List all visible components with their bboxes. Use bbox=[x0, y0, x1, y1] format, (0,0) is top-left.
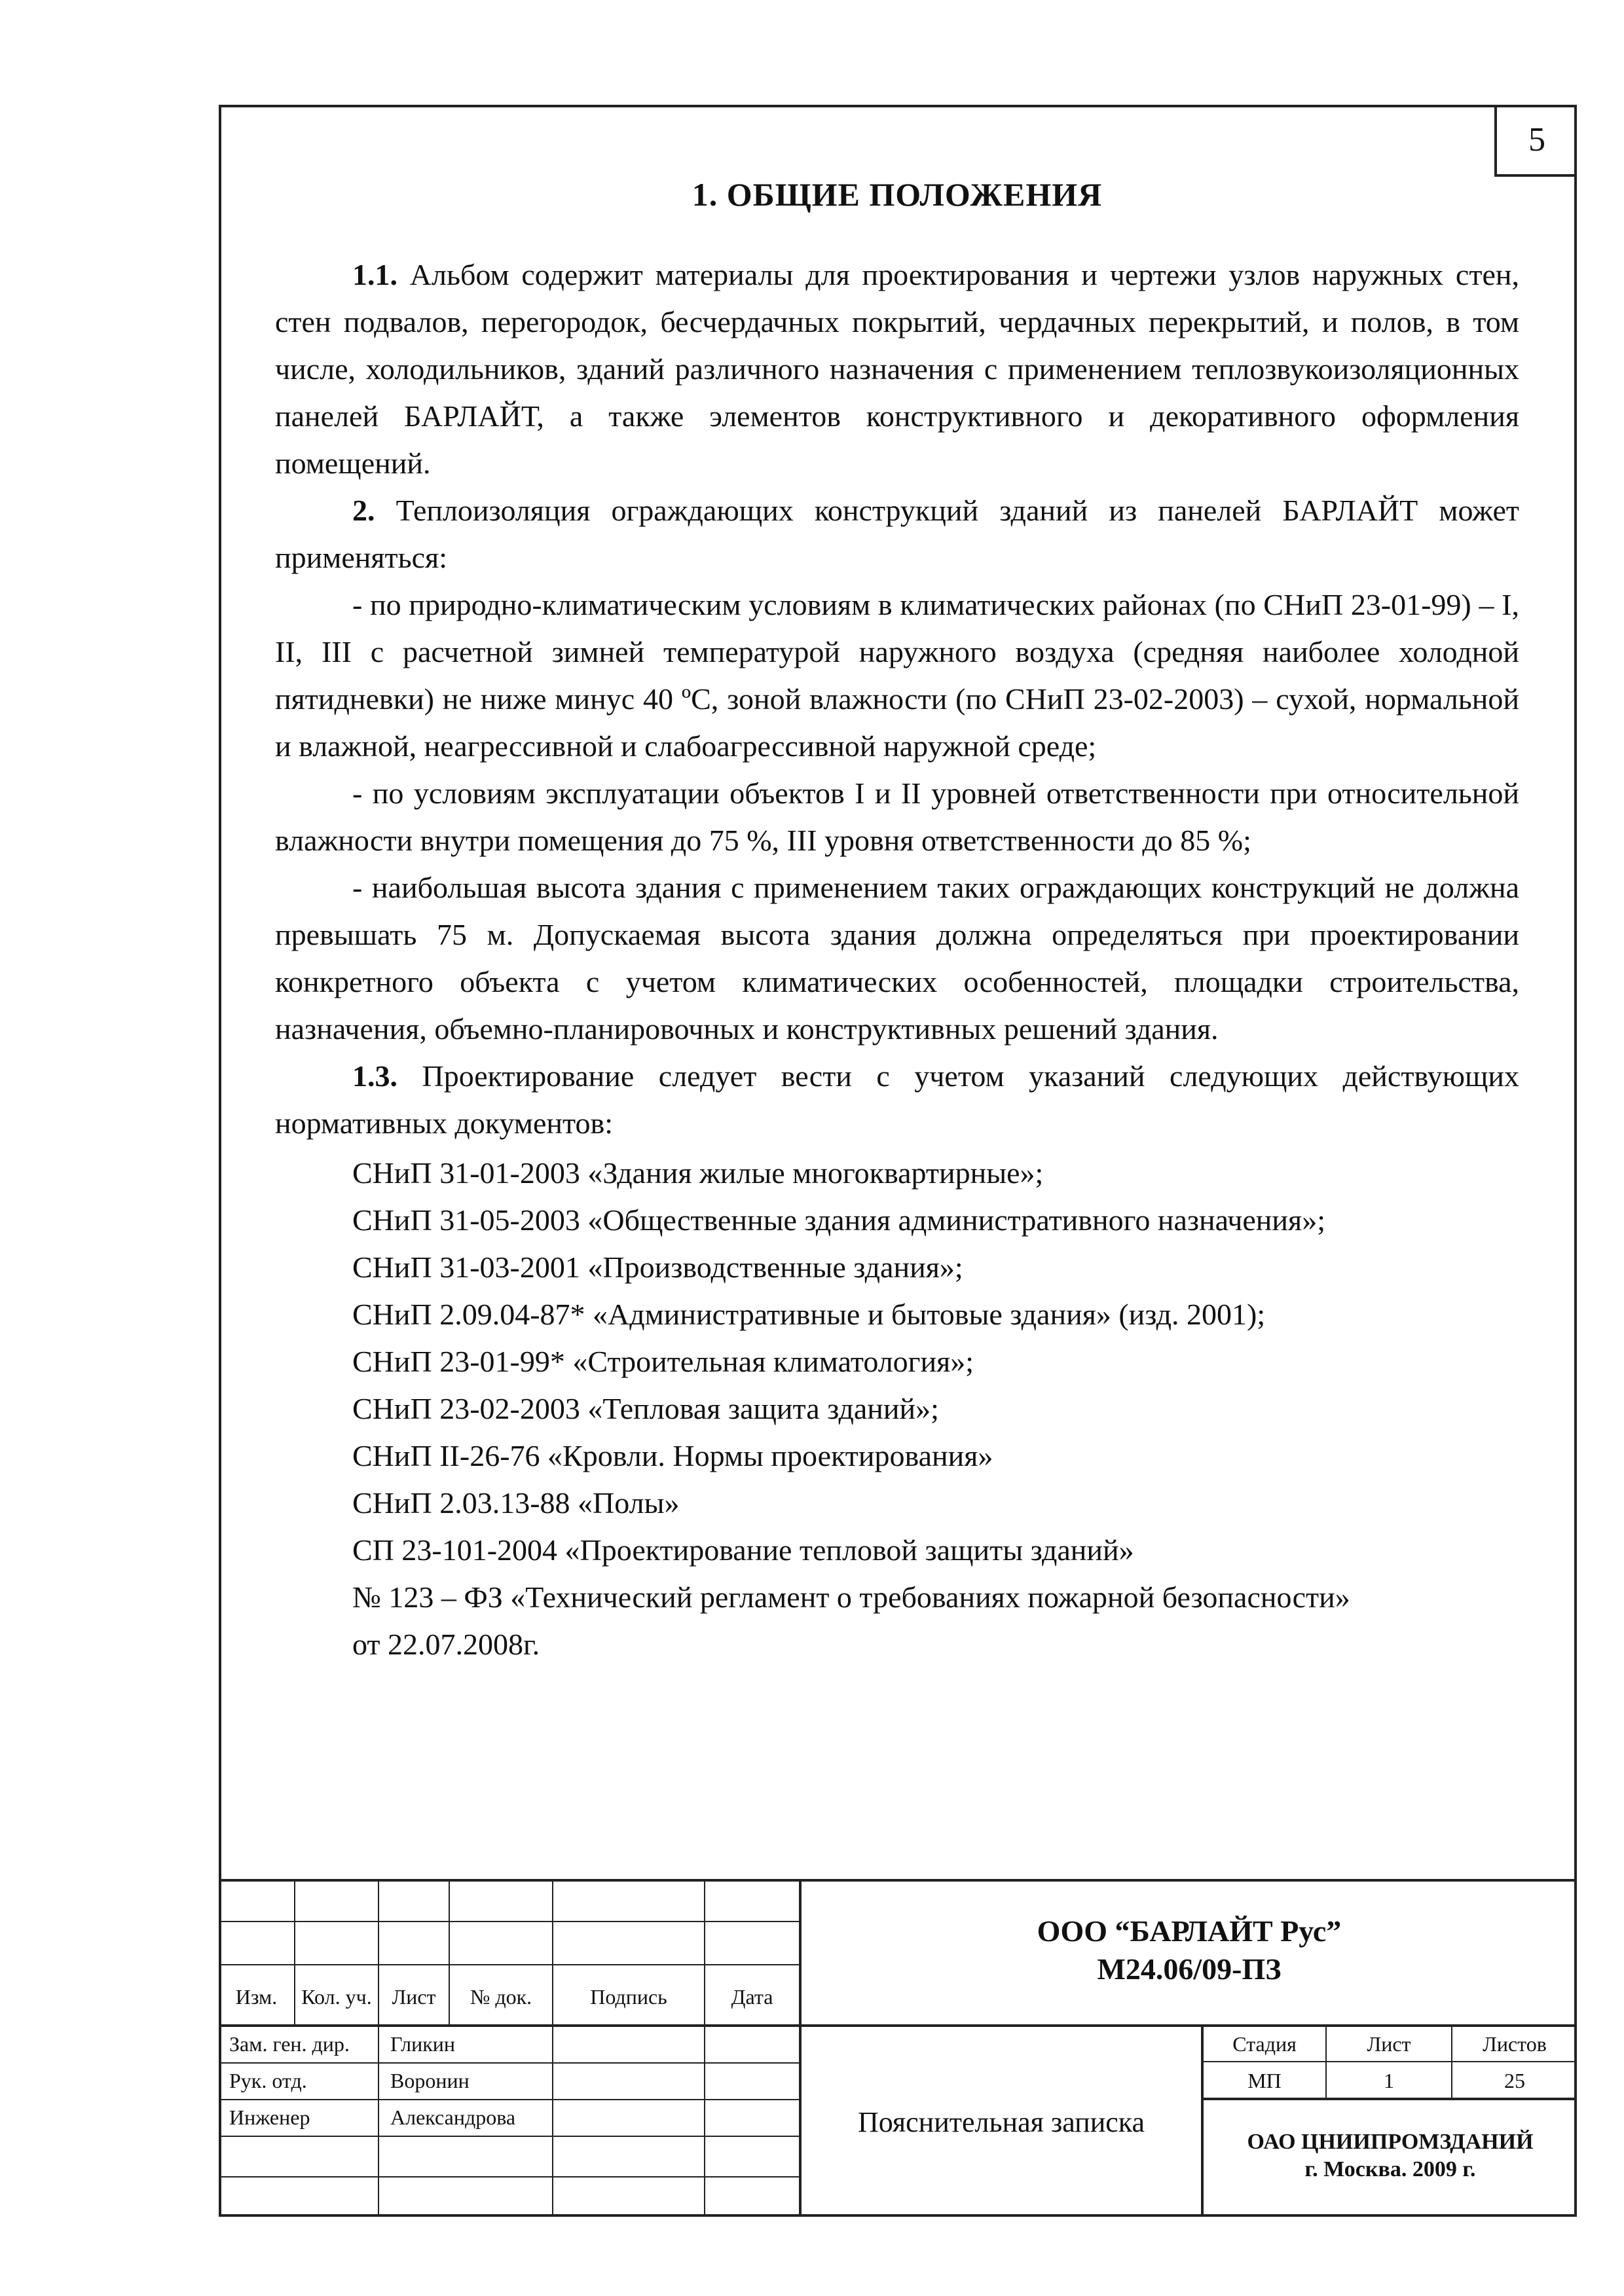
stage-header: Стадия bbox=[1232, 2032, 1297, 2056]
grid-line bbox=[704, 1879, 705, 2217]
paragraph-number: 2. bbox=[352, 494, 375, 527]
paragraph-1-1 bbox=[275, 251, 1519, 487]
grid-line bbox=[552, 1879, 553, 2217]
organization-name: ОАО ЦНИИПРОМЗДАНИЙ bbox=[1247, 2130, 1534, 2154]
grid-line bbox=[219, 2136, 800, 2137]
company-name: ООО “БАРЛАЙТ Рус” bbox=[1037, 1914, 1342, 1948]
document-list-item: СНиП II-26-76 «Кровли. Нормы проектирования» bbox=[352, 1439, 993, 1472]
header-date: Дата bbox=[731, 1985, 773, 2009]
grid-line bbox=[378, 1879, 379, 2217]
person-name: Гликин bbox=[390, 2032, 455, 2056]
title-block bbox=[219, 1879, 1577, 2217]
grid-line bbox=[219, 1921, 800, 1922]
header-list: Лист bbox=[392, 1985, 436, 2009]
section-heading: 1. ОБЩИЕ ПОЛОЖЕНИЯ bbox=[692, 176, 1103, 213]
paragraph-text: Проектирование следует вести с учетом указаний следующих действующих нормативных документов: bbox=[275, 1059, 1519, 1140]
document-list-item: СНиП 23-01-99* «Строительная климатология»; bbox=[352, 1345, 974, 1378]
document-title: Пояснительная записка bbox=[857, 2106, 1145, 2138]
paragraph-number: 1.3. bbox=[352, 1059, 397, 1093]
grid-line bbox=[1201, 2061, 1577, 2062]
sheet-header: Лист bbox=[1367, 2032, 1411, 2056]
person-name: Александрова bbox=[390, 2105, 516, 2129]
grid-line bbox=[219, 2099, 800, 2100]
grid-line bbox=[219, 2024, 1577, 2027]
paragraph-text: Альбом содержит материалы для проектирования и чертежи узлов наружных стен, стен подвалов, перегородок, бесчердачных покрытий, чердачных перекрытий, и полов, в том числе, холодильников, зданий различного назначения с применением теплозвукоизоляционных панелей БАРЛАЙТ, а также элементов конструктивного и декоративного оформления помещений. bbox=[275, 258, 1519, 480]
organization-city-year: г. Москва. 2009 г. bbox=[1304, 2157, 1476, 2181]
document-list-item: № 123 – ФЗ «Технический регламент о требованиях пожарной безопасности» bbox=[352, 1580, 1350, 1614]
paragraph-climate bbox=[275, 581, 1519, 770]
sheets-value: 25 bbox=[1504, 2069, 1525, 2092]
document-list-item: СНиП 2.03.13-88 «Полы» bbox=[352, 1486, 680, 1520]
document-list-item: СНиП 31-05-2003 «Общественные здания административного назначения»; bbox=[352, 1203, 1325, 1237]
document-list-item: СНиП 2.09.04-87* «Административные и бытовые здания» (изд. 2001); bbox=[352, 1298, 1266, 1331]
role-label: Зам. ген. дир. bbox=[229, 2032, 350, 2056]
header-doc-no: № док. bbox=[470, 1985, 532, 2009]
paragraph-text: - по условиям эксплуатации объектов I и II уровней ответственности при относительной влажности внутри помещения до 75 %, III уровня ответственности до 85 %; bbox=[275, 776, 1519, 857]
grid-line bbox=[219, 2062, 800, 2064]
document-code: М24.06/09-ПЗ bbox=[1097, 1952, 1282, 1986]
grid-line bbox=[1201, 2098, 1577, 2100]
paragraph-text: - по природно-климатическим условиям в климатических районах (по СНиП 23-01-99) – I, II, III с расчетной зимней температурой наружного воздуха (средняя наиболее холодной пятидневки) не ниже минус 40 ºC, зоной влажности (по СНиП 23-02-2003) – сухой, нормальной и влажной, неагрессивной и слабоагрессивной наружной среде; bbox=[275, 588, 1519, 763]
paragraph-operation bbox=[275, 770, 1519, 864]
paragraph-text: - наибольшая высота здания с применением таких ограждающих конструкций не должна превышать 75 м. Допускаемая высота здания должна определяться при проектировании конкретного объекта с учетом климатических особенностей, площадки строительства, назначения, объемно-планировочных и конструктивных решений здания. bbox=[275, 871, 1519, 1046]
person-name: Воронин bbox=[390, 2069, 470, 2092]
paragraph-number: 1.1. bbox=[352, 258, 397, 291]
document-list-item: от 22.07.2008г. bbox=[352, 1628, 540, 1661]
title-block-top-line bbox=[219, 1879, 1577, 1882]
paragraph-1-3 bbox=[275, 1053, 1519, 1147]
header-izm: Изм. bbox=[235, 1985, 278, 2009]
document-list-item: СНиП 31-03-2001 «Производственные здания»; bbox=[352, 1250, 963, 1284]
paragraph-text: Теплоизоляция ограждающих конструкций зданий из панелей БАРЛАЙТ может применяться: bbox=[275, 494, 1519, 574]
grid-line bbox=[219, 2176, 800, 2178]
paragraph-height bbox=[275, 864, 1519, 1053]
document-body bbox=[275, 175, 1519, 1668]
sheet-value: 1 bbox=[1384, 2069, 1394, 2092]
header-signature: Подпись bbox=[590, 1985, 667, 2009]
role-label: Инженер bbox=[229, 2105, 310, 2129]
document-list-item: СП 23-101-2004 «Проектирование тепловой защиты зданий» bbox=[352, 1533, 1134, 1567]
document-list-item: СНиП 23-02-2003 «Тепловая защита зданий»; bbox=[352, 1392, 939, 1425]
sheets-header: Листов bbox=[1483, 2032, 1547, 2056]
stage-value: МП bbox=[1247, 2069, 1282, 2092]
paragraph-2 bbox=[275, 487, 1519, 581]
grid-line bbox=[219, 1964, 800, 1965]
role-label: Рук. отд. bbox=[229, 2069, 307, 2092]
document-list-item: СНиП 31-01-2003 «Здания жилые многоквартирные»; bbox=[352, 1156, 1044, 1190]
header-kol-uch: Кол. уч. bbox=[301, 1985, 372, 2009]
page-number: 5 bbox=[1494, 105, 1577, 177]
